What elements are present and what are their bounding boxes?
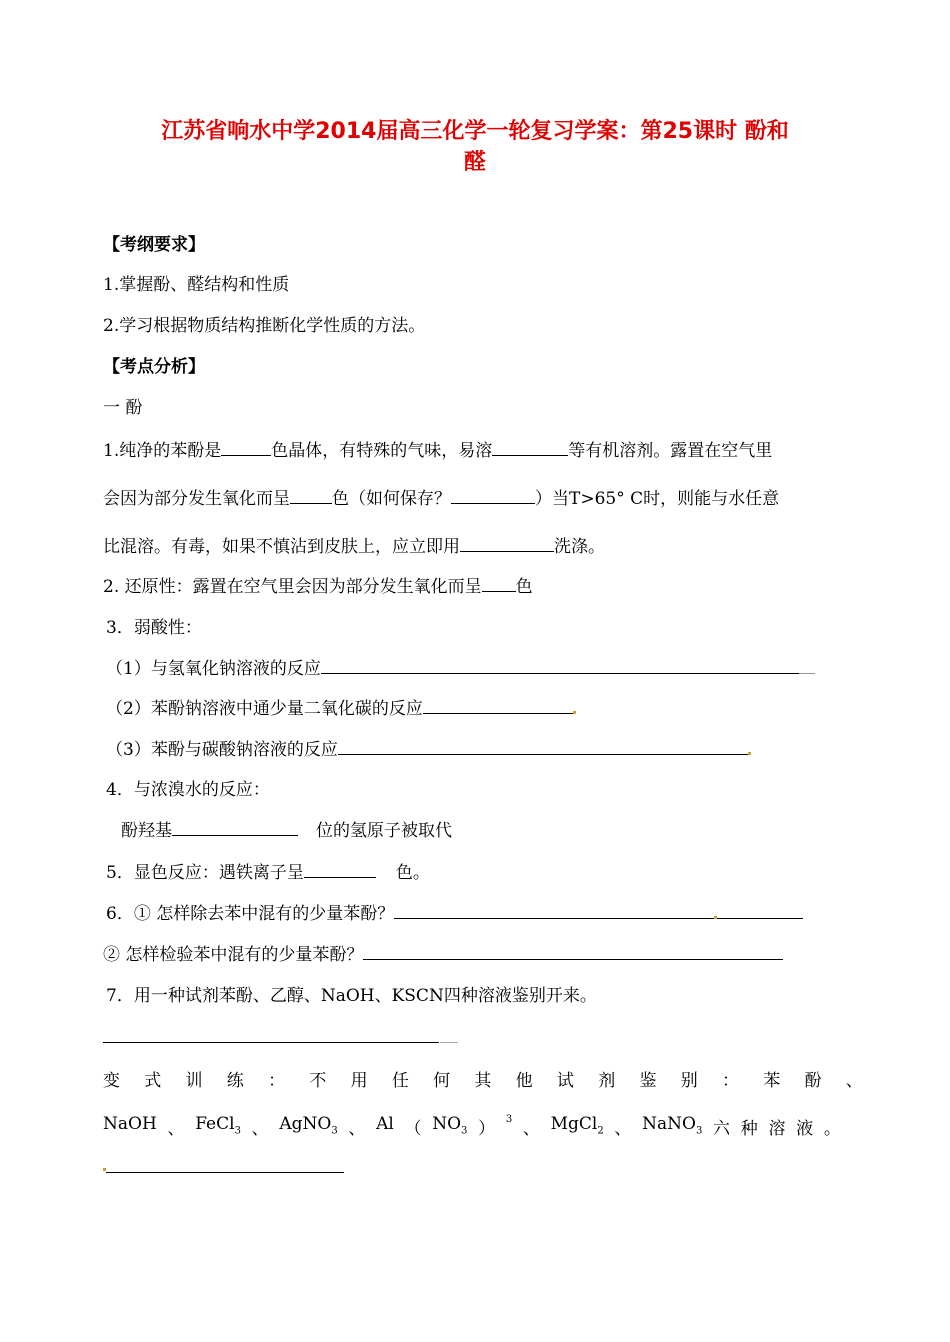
variant-char: ： [721,1071,739,1091]
question-3: 3．弱酸性： [106,618,202,638]
variant-char: 。 [823,1119,841,1139]
document-title [100,116,850,178]
variant-char: ： [268,1071,286,1091]
agno3: AgNO$_3$ [279,1114,338,1137]
question-3-3 [106,738,751,761]
q1-blank-color[interactable] [221,439,271,456]
title-line-1: 江苏省响水中学2014届高三化学一轮复习学案：第25课时 酚和 [161,119,789,144]
q4-text-a: 酚羟基 [121,821,172,841]
q5-blank-color[interactable] [304,861,376,878]
q3-2-blank[interactable] [423,697,573,714]
q1-text-c: 等有机溶剂。露置在空气里 [568,441,773,461]
q5-text-a: 5．显色反应：遇铁离子呈 [106,863,304,883]
question-1-line-2 [103,487,779,510]
question-3-2 [106,697,576,720]
variant-char: 训 [185,1071,203,1091]
q6-1-blank[interactable] [394,902,714,919]
q1-blank-solvent[interactable] [492,439,568,456]
question-1-line-3 [103,535,605,558]
mgcl2: MgCl$_2$ [550,1114,604,1137]
q6-1-text: 6．① 怎样除去苯中混有的少量苯酚？ [106,904,395,924]
marker-dot [103,1168,106,1171]
variant-char: 液 [796,1119,814,1139]
variant-char: 练 [226,1071,244,1091]
q1-text-b: 色晶体，有特殊的气味，易溶 [271,441,493,461]
no3: $NO_3$ [432,1114,468,1137]
right-paren: ） [478,1119,496,1139]
section-requirements-heading: 【考纲要求】 [103,235,205,255]
variant-char: 别 [680,1071,698,1091]
left-paren: （ [404,1119,422,1139]
section-analysis-heading: 【考点分析】 [103,357,205,377]
q7-answer-line[interactable] [103,1042,439,1043]
variant-char: 何 [433,1071,451,1091]
question-6-1 [106,902,803,925]
q2-blank-color[interactable] [482,575,516,592]
q3-3-text: （3）苯酚与碳酸钠溶液的反应 [106,740,338,760]
separator: 、 [167,1119,185,1139]
q4-text-b: 位的氢原子被取代 [316,821,452,841]
question-4-a [121,819,452,842]
q3-1-blank[interactable] [321,657,799,674]
q7-answer-line-tail [440,1042,458,1043]
question-4: 4．与浓溴水的反应： [106,780,270,800]
variant-char: 酚 [804,1071,822,1091]
variant-char: 试 [556,1071,574,1091]
question-7: 7．用一种试剂苯酚、乙醇、NaOH、KSCN四种溶液鉴别开来。 [106,986,597,1006]
variant-char: 任 [391,1071,409,1091]
q5-text-b: 色。 [395,863,430,883]
variant-char: 他 [515,1071,533,1091]
question-3-1 [106,657,815,680]
q6-1-blank-2[interactable] [717,902,803,919]
q1-text-g: 比混溶。有毒，如果不慎沾到皮肤上，应立即用 [103,537,460,557]
q3-2-text: （2）苯酚钠溶液中通少量二氧化碳的反应 [106,699,423,719]
variant-training-line-1 [103,1066,863,1091]
question-2 [103,575,533,598]
q6-2-text: ② 怎样检验苯中混有的少量苯酚？ [103,945,364,965]
variant-answer-line[interactable] [106,1172,344,1173]
question-5 [106,861,430,884]
title-line-2: 醛 [463,150,486,175]
fecl3: FeCl$_3$ [195,1114,241,1137]
marker-dot [573,711,576,714]
separator: 、 [614,1119,632,1139]
separator: 、 [251,1119,269,1139]
q1-blank-wash[interactable] [460,535,554,552]
q1-blank-storage[interactable] [451,487,535,504]
variant-char: 变 [103,1071,120,1091]
q1-text-f: ）当T>65° C时，则能与水任意 [535,489,780,509]
q3-3-blank[interactable] [338,738,748,755]
requirement-2: 2.学习根据物质结构推断化学性质的方法。 [103,316,426,336]
variant-training-line-2 [103,1114,841,1139]
q1-text-d: 会因为部分发生氧化而呈 [103,489,290,509]
marker-dot [748,752,751,755]
variant-char: 其 [474,1071,492,1091]
variant-char: 苯 [763,1071,781,1091]
variant-char: 剂 [598,1071,616,1091]
q2-text-b: 色 [515,577,533,597]
nano3: NaNO$_3$ [642,1114,703,1137]
q4-blank-position[interactable] [172,819,298,836]
q3-1-blank-tail [799,657,815,674]
variant-char: 溶 [768,1119,786,1139]
al: Al [376,1114,394,1134]
al-subscript: 3 [505,1114,513,1125]
separator: 、 [522,1119,540,1139]
question-6-2 [103,943,783,966]
question-1-line-1 [103,439,772,462]
q3-1-text: （1）与氢氧化钠溶液的反应 [106,659,321,679]
part-1-heading: 一 酚 [103,398,143,418]
q1-text-e: 色（如何保存？ [332,489,451,509]
variant-char: 用 [350,1071,368,1091]
naoh: NaOH [103,1114,157,1134]
q1-blank-oxidized-color[interactable] [290,487,332,504]
q6-2-blank[interactable] [363,943,783,960]
variant-char: 式 [144,1071,162,1091]
variant-char: 、 [845,1071,863,1091]
variant-char: 鉴 [639,1071,657,1091]
q1-text-h: 洗涤。 [554,537,605,557]
q1-text-a: 1.纯净的苯酚是 [103,441,222,461]
separator: 、 [348,1119,366,1139]
variant-char: 种 [740,1119,758,1139]
variant-char: 不 [309,1071,327,1091]
q2-text-a: 2. 还原性：露置在空气里会因为部分发生氧化而呈 [103,577,482,597]
requirement-1: 1.掌握酚、醛结构和性质 [103,275,290,295]
variant-char: 六 [713,1119,731,1139]
